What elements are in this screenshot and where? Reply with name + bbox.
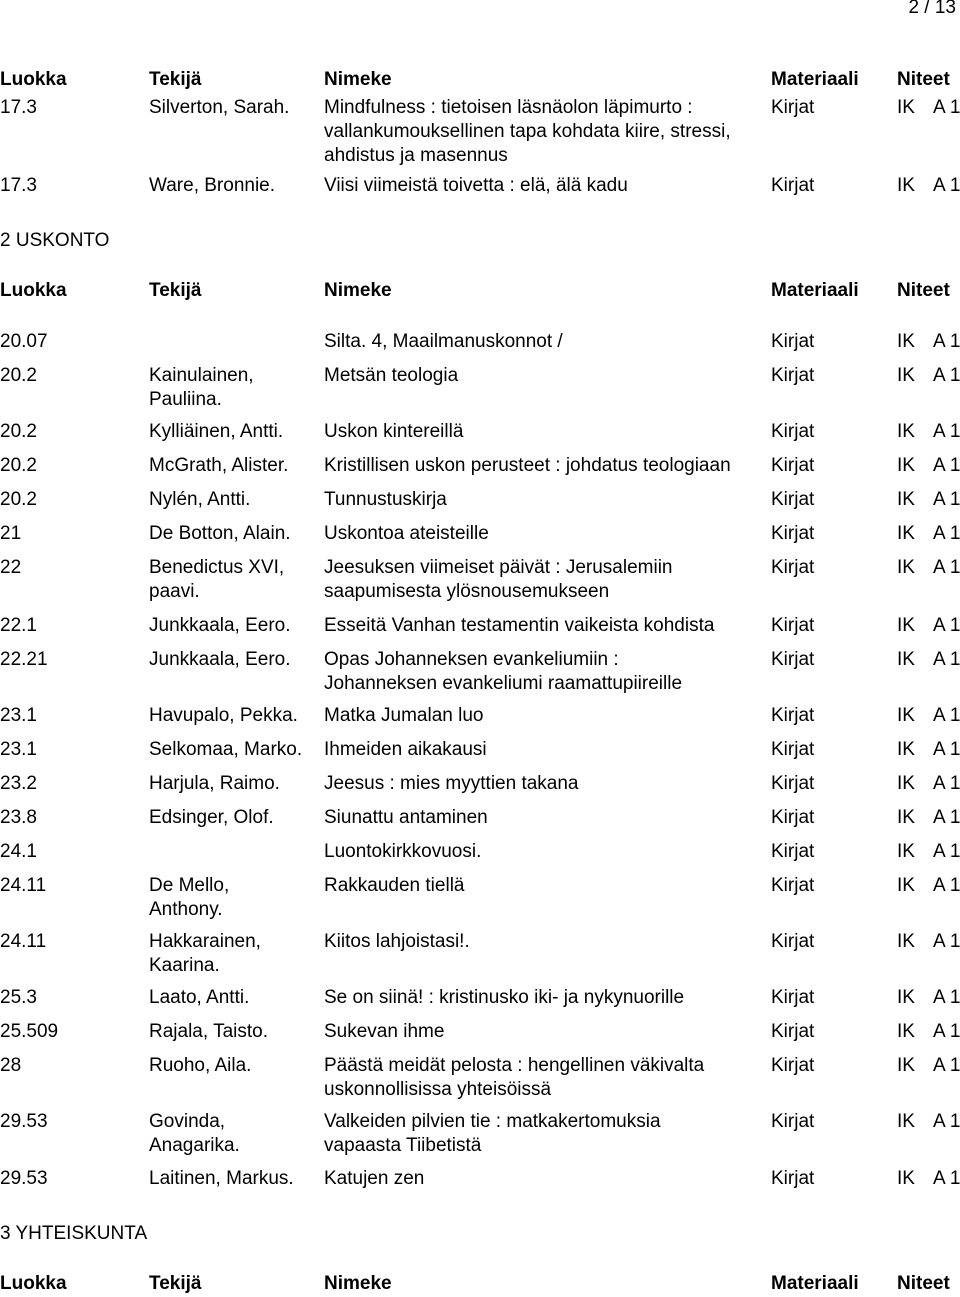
luokka-cell: 24.11 bbox=[0, 875, 47, 896]
tekija-line: Kaarina. bbox=[149, 955, 220, 976]
tekija-line: Anagarika. bbox=[149, 1135, 240, 1156]
luokka-cell: 29.53 bbox=[0, 1168, 48, 1189]
tekija-line: Hakkarainen, bbox=[149, 931, 261, 952]
nimeke-cell bbox=[324, 614, 714, 638]
materiaali-cell: Kirjat bbox=[771, 773, 815, 794]
nimeke-line: Se on siinä! : kristinusko iki- ja nykynuorille bbox=[324, 987, 685, 1008]
nimeke-cell bbox=[324, 806, 488, 830]
niteet-a-cell: A 1 bbox=[933, 987, 960, 1008]
nimeke-line: saapumisesta ylösnousemukseen bbox=[324, 581, 610, 602]
niteet-ik-cell: IK bbox=[897, 739, 915, 760]
nimeke-line: Rakkauden tiellä bbox=[324, 875, 465, 896]
niteet-a-cell: A 1 bbox=[933, 175, 960, 196]
materiaali-cell: Kirjat bbox=[771, 97, 815, 118]
tekija-cell bbox=[149, 806, 274, 830]
luokka-cell: 17.3 bbox=[0, 175, 37, 196]
tekija-line: Anthony. bbox=[149, 899, 223, 920]
nimeke-cell bbox=[324, 1054, 704, 1102]
nimeke-line: Valkeiden pilvien tie : matkakertomuksia bbox=[324, 1111, 661, 1132]
materiaali-cell: Kirjat bbox=[771, 523, 815, 544]
tekija-line: Selkomaa, Marko. bbox=[149, 739, 303, 760]
materiaali-cell: Kirjat bbox=[771, 807, 815, 828]
tekija-line: Kylliäinen, Antti. bbox=[149, 421, 284, 442]
nimeke-line: Matka Jumalan luo bbox=[324, 705, 484, 726]
niteet-a-cell: A 1 bbox=[933, 615, 960, 636]
header-luokka: Luokka bbox=[0, 69, 67, 90]
tekija-line: Ware, Bronnie. bbox=[149, 175, 276, 196]
nimeke-cell bbox=[324, 174, 628, 198]
tekija-line: Pauliina. bbox=[149, 389, 222, 410]
niteet-ik-cell: IK bbox=[897, 97, 915, 118]
luokka-cell: 23.1 bbox=[0, 705, 37, 726]
niteet-ik-cell: IK bbox=[897, 1055, 915, 1076]
niteet-a-cell: A 1 bbox=[933, 421, 960, 442]
nimeke-cell bbox=[324, 556, 673, 604]
luokka-cell: 20.2 bbox=[0, 365, 37, 386]
tekija-cell bbox=[149, 614, 291, 638]
niteet-a-cell: A 1 bbox=[933, 557, 960, 578]
tekija-cell bbox=[149, 96, 289, 120]
materiaali-cell: Kirjat bbox=[771, 1055, 815, 1076]
materiaali-cell: Kirjat bbox=[771, 175, 815, 196]
niteet-a-cell: A 1 bbox=[933, 807, 960, 828]
niteet-ik-cell: IK bbox=[897, 455, 915, 476]
luokka-cell: 22.21 bbox=[0, 649, 48, 670]
luokka-cell: 25.509 bbox=[0, 1021, 59, 1042]
nimeke-line: Ihmeiden aikakausi bbox=[324, 739, 487, 760]
niteet-a-cell: A 1 bbox=[933, 875, 960, 896]
section-heading-yhteiskunta: 3 YHTEISKUNTA bbox=[0, 1223, 148, 1244]
tekija-cell bbox=[149, 648, 291, 672]
nimeke-cell bbox=[324, 522, 489, 546]
luokka-cell: 22 bbox=[0, 557, 22, 578]
niteet-a-cell: A 1 bbox=[933, 1021, 960, 1042]
niteet-a-cell: A 1 bbox=[933, 931, 960, 952]
niteet-ik-cell: IK bbox=[897, 365, 915, 386]
materiaali-cell: Kirjat bbox=[771, 841, 815, 862]
nimeke-cell bbox=[324, 330, 563, 354]
nimeke-line: Luontokirkkovuosi. bbox=[324, 841, 482, 862]
tekija-line: Laato, Antti. bbox=[149, 987, 250, 1008]
header-tekija: Tekijä bbox=[149, 280, 202, 301]
tekija-cell bbox=[149, 174, 275, 198]
tekija-line: Ruoho, Aila. bbox=[149, 1055, 252, 1076]
header-nimeke: Nimeke bbox=[324, 280, 392, 301]
nimeke-line: Päästä meidät pelosta : hengellinen väkivalta bbox=[324, 1055, 705, 1076]
luokka-cell: 24.1 bbox=[0, 841, 37, 862]
materiaali-cell: Kirjat bbox=[771, 875, 815, 896]
niteet-ik-cell: IK bbox=[897, 807, 915, 828]
header-tekija: Tekijä bbox=[149, 69, 202, 90]
nimeke-cell bbox=[324, 738, 487, 762]
header-luokka: Luokka bbox=[0, 280, 67, 301]
materiaali-cell: Kirjat bbox=[771, 1168, 815, 1189]
nimeke-line: Metsän teologia bbox=[324, 365, 459, 386]
nimeke-line: Esseitä Vanhan testamentin vaikeista kohdista bbox=[324, 615, 715, 636]
nimeke-line: Tunnustuskirja bbox=[324, 489, 447, 510]
luokka-cell: 23.1 bbox=[0, 739, 37, 760]
nimeke-line: Uskontoa ateisteille bbox=[324, 523, 489, 544]
nimeke-line: vapaasta Tiibetistä bbox=[324, 1135, 482, 1156]
nimeke-cell bbox=[324, 1167, 424, 1191]
niteet-a-cell: A 1 bbox=[933, 649, 960, 670]
luokka-cell: 23.8 bbox=[0, 807, 37, 828]
tekija-cell bbox=[149, 522, 291, 546]
header-niteet: Niteet bbox=[897, 69, 950, 90]
tekija-cell bbox=[149, 874, 229, 922]
header-luokka: Luokka bbox=[0, 1273, 67, 1294]
tekija-line: Benedictus XVI, bbox=[149, 557, 285, 578]
nimeke-line: Johanneksen evankeliumi raamattupiireille bbox=[324, 673, 683, 694]
luokka-cell: 25.3 bbox=[0, 987, 37, 1008]
niteet-ik-cell: IK bbox=[897, 523, 915, 544]
nimeke-cell bbox=[324, 772, 579, 796]
nimeke-line: Jeesuksen viimeiset päivät : Jerusalemiin bbox=[324, 557, 673, 578]
header-tekija: Tekijä bbox=[149, 1273, 202, 1294]
luokka-cell: 22.1 bbox=[0, 615, 37, 636]
niteet-a-cell: A 1 bbox=[933, 773, 960, 794]
luokka-cell: 20.2 bbox=[0, 421, 37, 442]
tekija-cell bbox=[149, 772, 280, 796]
tekija-line: Junkkaala, Eero. bbox=[149, 649, 291, 670]
niteet-ik-cell: IK bbox=[897, 773, 915, 794]
niteet-a-cell: A 1 bbox=[933, 1111, 960, 1132]
niteet-ik-cell: IK bbox=[897, 875, 915, 896]
niteet-a-cell: A 1 bbox=[933, 97, 960, 118]
nimeke-cell bbox=[324, 704, 483, 728]
tekija-line: Junkkaala, Eero. bbox=[149, 615, 291, 636]
niteet-a-cell: A 1 bbox=[933, 841, 960, 862]
nimeke-line: vallankumouksellinen tapa kohdata kiire, stressi, bbox=[324, 121, 731, 142]
niteet-a-cell: A 1 bbox=[933, 705, 960, 726]
luokka-cell: 23.2 bbox=[0, 773, 37, 794]
tekija-line: Kainulainen, bbox=[149, 365, 254, 386]
tekija-cell bbox=[149, 986, 249, 1010]
header-materiaali: Materiaali bbox=[771, 69, 859, 90]
nimeke-line: Siunattu antaminen bbox=[324, 807, 488, 828]
niteet-a-cell: A 1 bbox=[933, 455, 960, 476]
materiaali-cell: Kirjat bbox=[771, 615, 815, 636]
tekija-cell bbox=[149, 738, 302, 762]
nimeke-cell bbox=[324, 488, 447, 512]
nimeke-cell bbox=[324, 454, 731, 478]
niteet-a-cell: A 1 bbox=[933, 489, 960, 510]
tekija-line: Harjula, Raimo. bbox=[149, 773, 280, 794]
materiaali-cell: Kirjat bbox=[771, 1111, 815, 1132]
niteet-ik-cell: IK bbox=[897, 557, 915, 578]
tekija-line: Laitinen, Markus. bbox=[149, 1168, 294, 1189]
tekija-line: paavi. bbox=[149, 581, 200, 602]
niteet-ik-cell: IK bbox=[897, 705, 915, 726]
luokka-cell: 29.53 bbox=[0, 1111, 48, 1132]
nimeke-line: uskonnollisissa yhteisöissä bbox=[324, 1079, 552, 1100]
niteet-a-cell: A 1 bbox=[933, 1055, 960, 1076]
luokka-cell: 17.3 bbox=[0, 97, 37, 118]
materiaali-cell: Kirjat bbox=[771, 455, 815, 476]
nimeke-line: Silta. 4, Maailmanuskonnot / bbox=[324, 331, 563, 352]
tekija-cell bbox=[149, 420, 283, 444]
tekija-cell bbox=[149, 930, 261, 978]
tekija-line: Govinda, bbox=[149, 1111, 226, 1132]
header-nimeke: Nimeke bbox=[324, 69, 392, 90]
luokka-cell: 21 bbox=[0, 523, 22, 544]
materiaali-cell: Kirjat bbox=[771, 649, 815, 670]
nimeke-line: Jeesus : mies myyttien takana bbox=[324, 773, 579, 794]
header-materiaali: Materiaali bbox=[771, 1273, 859, 1294]
nimeke-cell bbox=[324, 874, 464, 898]
materiaali-cell: Kirjat bbox=[771, 365, 815, 386]
nimeke-cell bbox=[324, 420, 463, 444]
niteet-ik-cell: IK bbox=[897, 987, 915, 1008]
luokka-cell: 20.2 bbox=[0, 489, 37, 510]
nimeke-line: Sukevan ihme bbox=[324, 1021, 445, 1042]
niteet-ik-cell: IK bbox=[897, 615, 915, 636]
tekija-line: Rajala, Taisto. bbox=[149, 1021, 268, 1042]
niteet-ik-cell: IK bbox=[897, 489, 915, 510]
nimeke-cell bbox=[324, 930, 470, 954]
niteet-ik-cell: IK bbox=[897, 841, 915, 862]
tekija-cell bbox=[149, 1110, 240, 1158]
tekija-line: De Mello, bbox=[149, 875, 230, 896]
tekija-cell bbox=[149, 364, 254, 412]
niteet-ik-cell: IK bbox=[897, 1021, 915, 1042]
luokka-cell: 20.2 bbox=[0, 455, 37, 476]
materiaali-cell: Kirjat bbox=[771, 987, 815, 1008]
header-materiaali: Materiaali bbox=[771, 280, 859, 301]
nimeke-cell bbox=[324, 1020, 444, 1044]
nimeke-line: Opas Johanneksen evankeliumiin : bbox=[324, 649, 619, 670]
tekija-cell bbox=[149, 488, 250, 512]
niteet-a-cell: A 1 bbox=[933, 365, 960, 386]
nimeke-cell bbox=[324, 986, 684, 1010]
materiaali-cell: Kirjat bbox=[771, 705, 815, 726]
materiaali-cell: Kirjat bbox=[771, 739, 815, 760]
nimeke-line: Viisi viimeistä toivetta : elä, älä kadu bbox=[324, 175, 628, 196]
tekija-cell bbox=[149, 454, 288, 478]
header-niteet: Niteet bbox=[897, 280, 950, 301]
luokka-cell: 20.07 bbox=[0, 331, 48, 352]
tekija-cell bbox=[149, 556, 284, 604]
materiaali-cell: Kirjat bbox=[771, 931, 815, 952]
nimeke-line: Kristillisen uskon perusteet : johdatus teologiaan bbox=[324, 455, 731, 476]
niteet-a-cell: A 1 bbox=[933, 1168, 960, 1189]
niteet-a-cell: A 1 bbox=[933, 523, 960, 544]
nimeke-line: Katujen zen bbox=[324, 1168, 425, 1189]
niteet-ik-cell: IK bbox=[897, 175, 915, 196]
luokka-cell: 28 bbox=[0, 1055, 22, 1076]
niteet-ik-cell: IK bbox=[897, 331, 915, 352]
tekija-line: Edsinger, Olof. bbox=[149, 807, 274, 828]
nimeke-cell bbox=[324, 96, 731, 168]
niteet-ik-cell: IK bbox=[897, 421, 915, 442]
materiaali-cell: Kirjat bbox=[771, 557, 815, 578]
luokka-cell: 24.11 bbox=[0, 931, 47, 952]
page-number: 2 / 13 bbox=[908, 0, 956, 18]
tekija-cell bbox=[149, 704, 298, 728]
niteet-a-cell: A 1 bbox=[933, 739, 960, 760]
nimeke-cell bbox=[324, 648, 682, 696]
nimeke-cell bbox=[324, 840, 481, 864]
nimeke-line: Uskon kintereillä bbox=[324, 421, 464, 442]
niteet-ik-cell: IK bbox=[897, 1168, 915, 1189]
tekija-line: Nylén, Antti. bbox=[149, 489, 251, 510]
tekija-cell bbox=[149, 1167, 294, 1191]
nimeke-line: ahdistus ja masennus bbox=[324, 145, 508, 166]
materiaali-cell: Kirjat bbox=[771, 331, 815, 352]
tekija-cell bbox=[149, 1020, 268, 1044]
section-heading-uskonto: 2 USKONTO bbox=[0, 230, 110, 251]
materiaali-cell: Kirjat bbox=[771, 489, 815, 510]
niteet-a-cell: A 1 bbox=[933, 331, 960, 352]
nimeke-cell bbox=[324, 1110, 661, 1158]
tekija-line: Havupalo, Pekka. bbox=[149, 705, 298, 726]
nimeke-cell bbox=[324, 364, 458, 388]
nimeke-line: Kiitos lahjoistasi!. bbox=[324, 931, 470, 952]
niteet-ik-cell: IK bbox=[897, 1111, 915, 1132]
nimeke-line: Mindfulness : tietoisen läsnäolon läpimurto : bbox=[324, 97, 693, 118]
niteet-ik-cell: IK bbox=[897, 931, 915, 952]
niteet-ik-cell: IK bbox=[897, 649, 915, 670]
header-nimeke: Nimeke bbox=[324, 1273, 392, 1294]
tekija-line: McGrath, Alister. bbox=[149, 455, 289, 476]
header-niteet: Niteet bbox=[897, 1273, 950, 1294]
tekija-cell bbox=[149, 1054, 251, 1078]
materiaali-cell: Kirjat bbox=[771, 421, 815, 442]
materiaali-cell: Kirjat bbox=[771, 1021, 815, 1042]
tekija-line: De Botton, Alain. bbox=[149, 523, 291, 544]
tekija-line: Silverton, Sarah. bbox=[149, 97, 290, 118]
